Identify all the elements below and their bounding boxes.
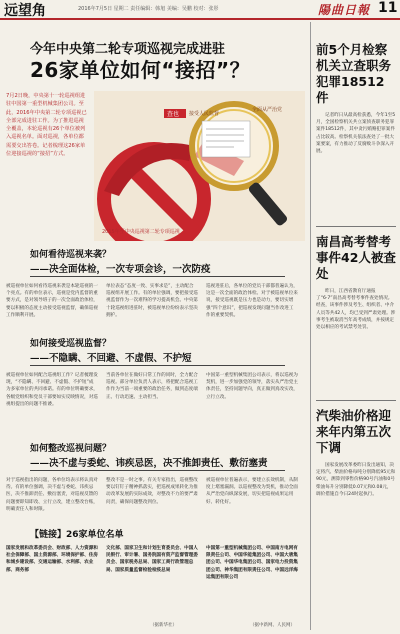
side-story-title: 汽柴油价格迎来年内第五次下调: [316, 408, 392, 455]
side-divider: [316, 400, 396, 401]
unit-list-column: 文化部、国家卫生和计划生育委员会、中国人民银行、审计署、国务院国有资产监督管理委员会、国家税务总局、国家工商行政管理总局、国家质量监督检验检疫总局: [106, 546, 198, 573]
page-header: [0, 0, 400, 20]
side-story-text: 记者昨日从最高检获悉，今年1至5月，全国检察机关共立案侦查职务犯罪案件18512件，其中贪污贿赂犯罪案件占比较高。检察机关依法查处了一批大案要案，有力推动了反腐败斗争深入开展。: [316, 113, 396, 155]
section-rule: [30, 470, 285, 471]
section-heading-2: [30, 336, 192, 364]
column-divider: [310, 22, 311, 630]
page-number: 11: [378, 0, 398, 16]
body-column: 对于巡视指出的问题，各单位均表示将认真对待。有的单位强调，决不虚与委蛇、讳疾忌医，决不推卸责任、敷衍塞责，对巡视反馈的问题要即知即改、立行立改，建立整改台账，明确责任人和时限。: [6, 478, 98, 512]
section-title: 远望角: [4, 3, 46, 19]
side-divider: [316, 226, 396, 227]
section-body-1: [6, 283, 306, 331]
section-body-2: [6, 372, 306, 434]
section-rule: [30, 276, 285, 277]
section-answer: ——决全面体检，一次专项会诊，一次防疫: [30, 264, 211, 275]
magnifier-emblem-illustration: [94, 91, 305, 241]
side-story-3: [316, 408, 396, 626]
body-column: 被巡视单位如何配合巡视组工作？记者梳理发现，“不隐瞒、不回避、不虚假、不护短”成为多家单位的共同承诺。有的单位明确要求，各级党组织和党员干部要如实反映情况，对巡视组提出的问题不推诿。: [6, 373, 98, 407]
section-answer: ——决不虚与委蛇、讳疾忌医，决不推卸责任、敷衍塞责: [30, 458, 268, 469]
section-heading-3: [30, 441, 268, 469]
side-story-title: 南昌高考替考事件42人被查处: [316, 234, 396, 281]
section-answer: ——不隐瞒、不回避、不虚假、不护短: [30, 353, 192, 364]
body-column: 当前各单位在做好日常工作的同时，全力配合巡视。部分单位负责人表示，将把配合巡视工作作为当前一项重要的政治任务，做到态度端正、行动迅速、主动担当。: [106, 373, 198, 400]
article-kicker: 今年中央第二轮专项巡视完成进驻: [30, 42, 226, 57]
body-column: 单位表态“态度一致、实事求是”，主动配合巡视组开展工作。有的单位强调，要把接受巡视监督作为一次难得的学习提高机会。中央第十轮巡视组进驻时，被巡视单位纷纷表示坚决拥护。: [106, 284, 198, 318]
illustration-caption: 2015年至中央巡视第二轮专项巡视: [102, 229, 180, 235]
side-story-1: [316, 42, 396, 217]
article-headline: 26家单位如何“接招”？: [30, 58, 251, 82]
unit-list-column: 国家发展和改革委员会、财政部、人力资源和社会保障部、国土资源部、环境保护部、住房和城乡建设部、交通运输部、水利部、农业部、商务部: [6, 546, 98, 573]
section-question: 如何接受巡视监督？: [30, 339, 112, 349]
article-credit: （据新华社）: [150, 623, 177, 628]
article-credit: （据中新网、人民网）: [250, 623, 295, 628]
issue-meta: 2016年7月5日 星期二 责任编辑：韩旭 美编：吴鹏 校对：张彤: [78, 6, 219, 12]
section-rule: [30, 365, 285, 366]
article-intro: 7月2日晚，中央第十一轮巡视组进驻中国第一重型机械集团公司。至此，2016年中央第二轮专项巡视已全部完成进驻工作。为了推进巡视全覆盖，本轮巡视有26个单位被列入巡视名单。面对巡视，各单位都需要交出答卷。记者梳理这26家单位迎接巡视的“接招”方式。: [6, 93, 87, 158]
body-column: 巡视进驻后，各单位的党员干部都普遍认为，这是一次全面的政治体检。对于被巡视单位来说，接受巡视既是压力也是动力，要切实增强“四个意识”，把巡视发现问题当作改进工作的重要契机。: [206, 284, 298, 318]
side-story-2: [316, 234, 396, 394]
section-body-3: [6, 477, 306, 521]
unit-list: [6, 545, 306, 615]
section-heading-1: [30, 247, 211, 275]
tag-1: 接受人民监督: [189, 111, 220, 117]
tag-0: 查也: [167, 111, 180, 118]
newspaper-logo: 陽曲日報: [318, 3, 371, 17]
body-column: 被巡视单位普遍表示，要建立长效机制，从制度上堵塞漏洞。以巡视整改为契机，推动全面从严治党向纵深发展，切实把巡视成果运用好、转化好。: [206, 478, 298, 505]
side-story-title: 前5个月检察机关立查职务犯罪18512件: [316, 42, 392, 105]
body-column: 被巡视单位如何看待巡视来袭是本轮巡视的一个亮点。有的单位表示，巡视是党内监督的重要方式，是对领导班子的一次全面政治体检，要以积极的态度主动接受巡视监督，确保巡视工作顺利开展。: [6, 284, 98, 318]
unit-list-column: 中国第一重型机械集团公司、中国南方电网有限责任公司、中国华能集团公司、中国大唐集团公司、中国华电集团公司、国家电力投资集团公司、神华集团有限责任公司、中国远洋海运集团有限公司: [206, 546, 298, 580]
tag-2: 全面从严治党: [252, 107, 283, 113]
body-column: 整改不是一时之事。有关专家指出，巡视整改要以钉钉子精神抓落实，把巡视成果转化为推动改革发展的实际成效，对整改不力的要严肃问责，确保问题整改到位。: [106, 478, 198, 505]
side-story-text: 国家发展改革委昨日发出通知，决定将汽、柴油价格每吨分别降低95元和90元，测算到零售价格90号汽油和0号柴油每升分别降低0.07元和0.08元，调价措施自今日24时起执行。: [316, 463, 396, 497]
side-story-text: 昨日，江西省教育厅通报了“6·7”南昌高考替考事件查处情况。经查，该事件涉及考生、组织者、中介人员等共42人，均已受到严肃处理。涉事考生被取消当年高考成绩，并按规定处以相应的考试禁考处罚。: [316, 289, 396, 331]
document-papers: [202, 121, 250, 157]
section-question: 如何看待巡视来袭？: [30, 250, 112, 260]
section-question: 如何整改巡视问题？: [30, 444, 112, 454]
body-column: 中国第一重型机械集团公司表示，将以巡视为契机，进一步加强党的领导，落实从严治党主体责任，坚持问题导向，真正做到真改实改，立行立改。: [206, 373, 298, 400]
link-heading: 【链接】26家单位名单: [30, 530, 124, 540]
